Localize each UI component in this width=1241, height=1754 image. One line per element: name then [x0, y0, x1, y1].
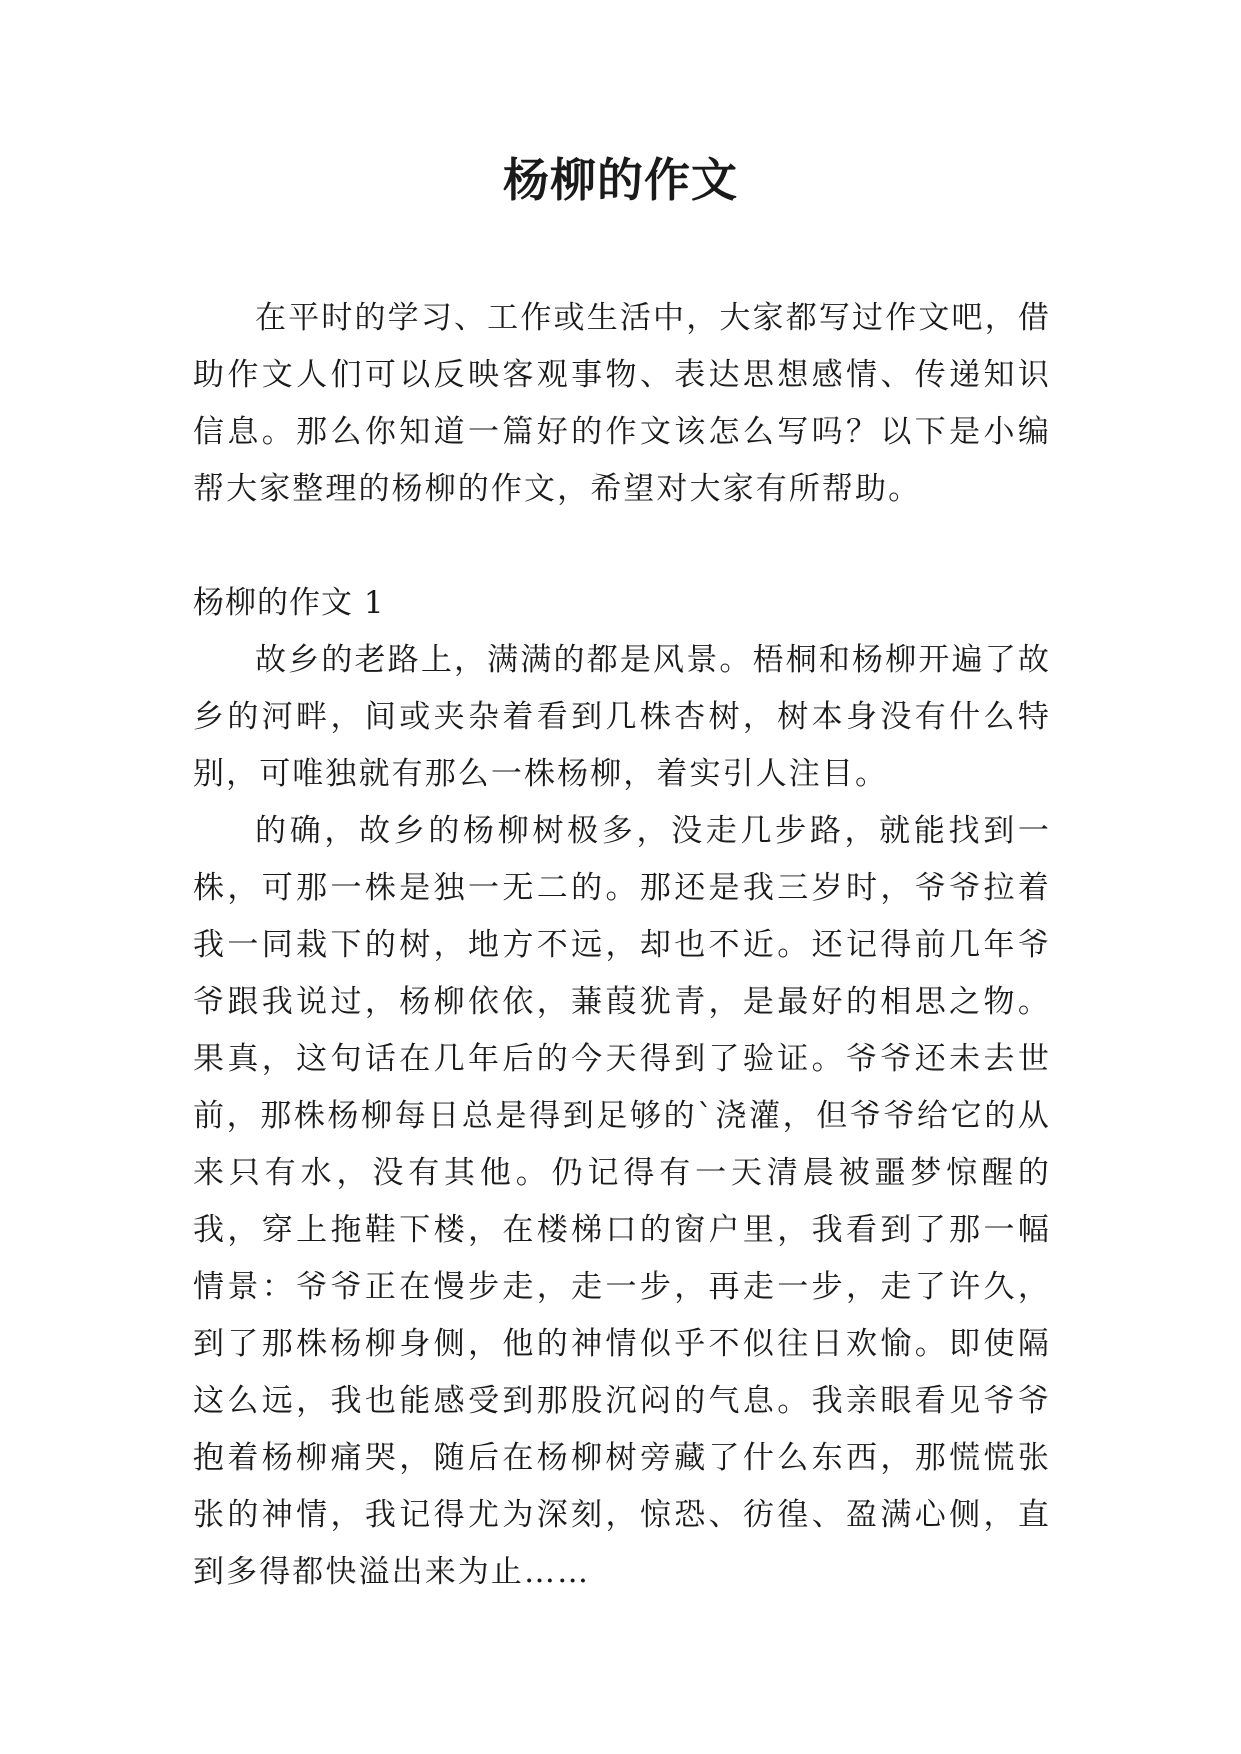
- body-paragraph: 故乡的老路上，满满的都是风景。梧桐和杨柳开遍了故乡的河畔，间或夹杂着看到几株杏树，树本身没有什么特别，可唯独就有那么一株杨柳，着实引人注目。: [193, 642, 1051, 792]
- document-title: 杨柳的作文: [503, 153, 738, 207]
- body-paragraph: 的确，故乡的杨柳树极多，没走几步路，就能找到一株，可那一株是独一无二的。那还是我三岁时，爷爷拉着我一同栽下的树，地方不远，却也不近。还记得前几年爷爷跟我说过，杨柳依依，蒹葭犹青，是最好的相思之物。果真，这句话在几年后的今天得到了验证。爷爷还未去世前，那株杨柳每日总是得到足够的`浇灌，但爷爷给它的从来只有水，没有其他。仍记得有一天清晨被噩梦惊醒的我，穿上拖鞋下楼，在楼梯口的窗户里，我看到了那一幅情景：爷爷正在慢步走，走一步，再走一步，走了许久，到了那株杨柳身侧，他的神情似乎不似往日欢愉。即使隔这么远，我也能感受到那股沉闷的气息。我亲眼看见爷爷抱着杨柳痛哭，随后在杨柳树旁藏了什么东西，那慌慌张张的神情，我记得尤为深刻，惊恐、彷徨、盈满心侧，直到多得都快溢出来为止……: [193, 813, 1051, 1590]
- intro-paragraph: 在平时的学习、工作或生活中，大家都写过作文吧，借助作文人们可以反映客观事物、表达思想感情、传递知识信息。那么你知道一篇好的作文该怎么写吗？以下是小编帮大家整理的杨柳的作文，希望对大家有所帮助。: [193, 300, 1051, 507]
- document-body: [193, 290, 1051, 1601]
- section-heading: 杨柳的作文 1: [193, 585, 385, 621]
